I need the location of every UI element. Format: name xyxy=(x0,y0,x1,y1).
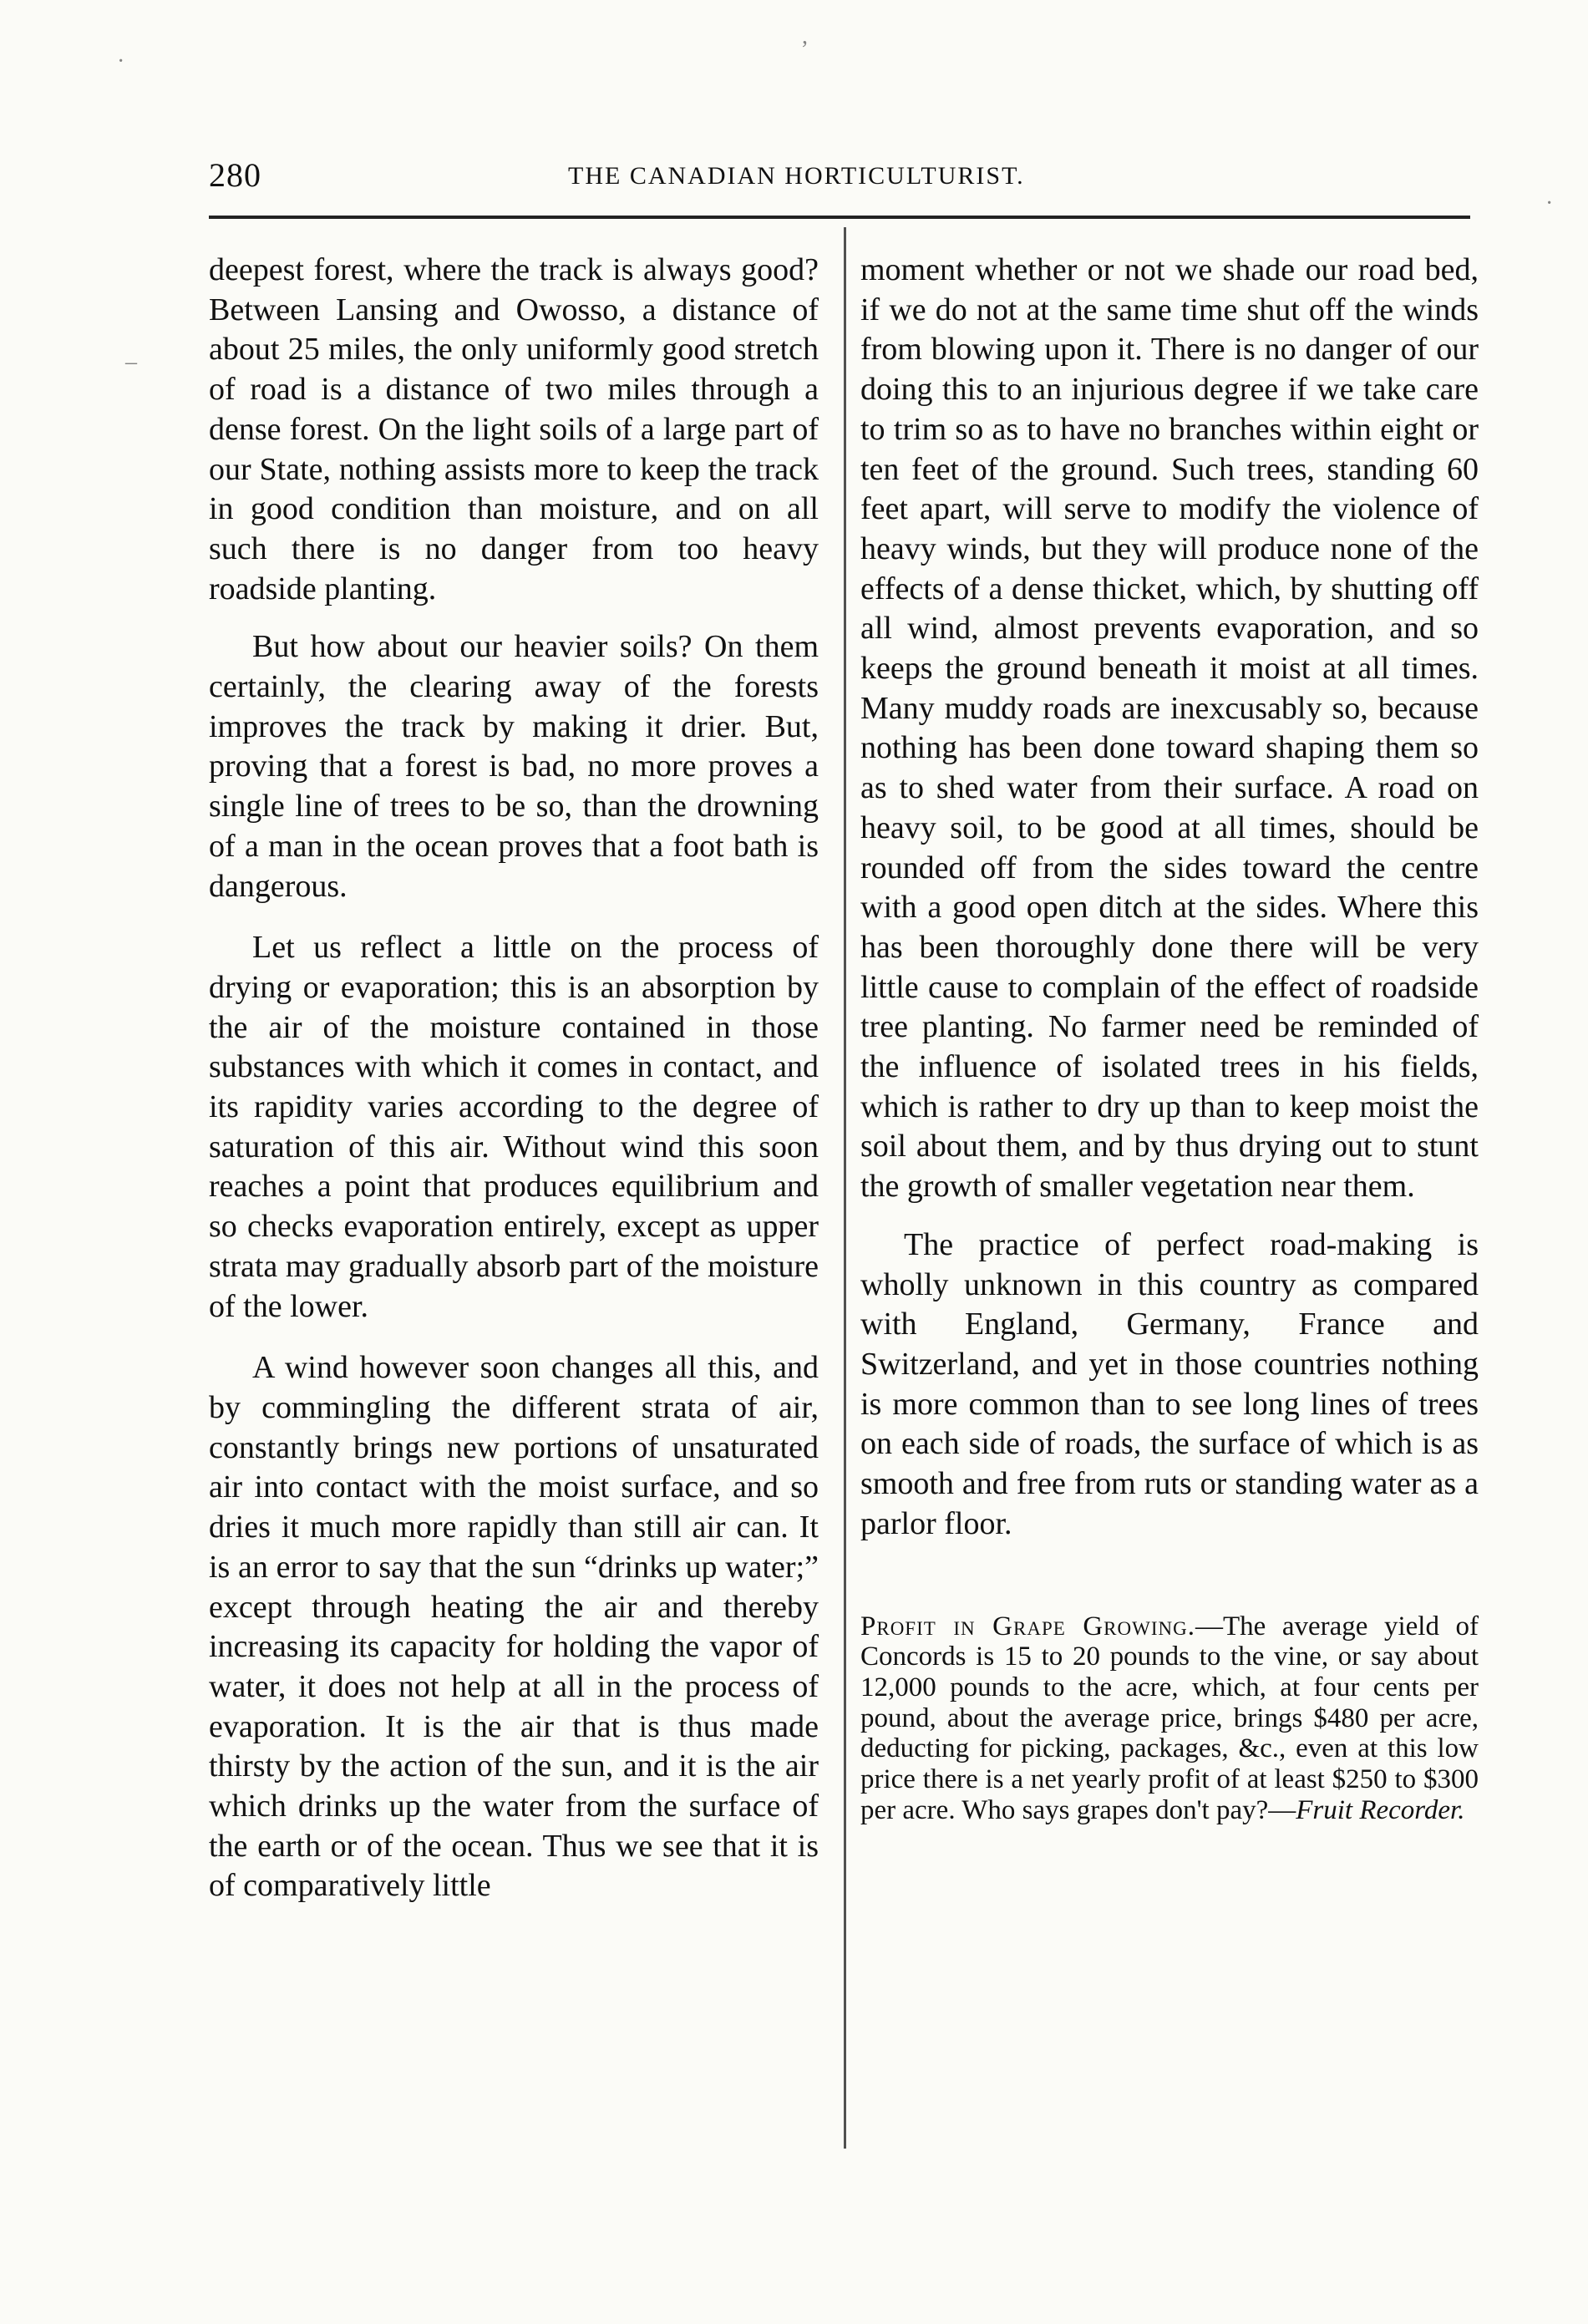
left-column xyxy=(209,251,819,1906)
page-header xyxy=(209,150,1470,200)
page-number: 280 xyxy=(209,156,261,194)
header-rule xyxy=(209,216,1470,219)
note-source: Fruit Recorder. xyxy=(1296,1794,1465,1825)
scan-speck: · xyxy=(1545,190,1554,216)
scan-speck: , xyxy=(802,23,808,49)
paragraph: A wind however soon changes all this, and by commingling the different strata of air, constantly brings new portions of unsaturated air into contact with the moist surface, and so dries it much more rapidly than still air can. It is an error to say that the sun “drinks up water;” except through heating the air and thereby increasing its capacity for holding the vapor of water, it does not help at all in the process of evaporation. It is the air that is thus made thirsty by the action of the sun, and it is the air which drinks up the water from the surface of the earth or of the ocean. Thus we see that it is of comparatively little xyxy=(209,1350,819,1904)
scan-speck: – xyxy=(125,349,137,375)
paragraph: The practice of perfect road-making is wholly unknown in this country as compared with England, Germany, France and Switzerland, and yet in those countries nothing is more common than to see long lines of trees on each side of roads, the surface of which is as smooth and free from ruts or standing water as a parlor floor. xyxy=(860,1226,1479,1541)
paragraph: deepest forest, where the track is always good? Between Lansing and Owosso, a distance of about 25 miles, the only uniformly good stretch of road is a distance of two miles through a dense forest. On the light soils of a large part of our State, nothing assists more to keep the track in good condition than moisture, and on all such there is no danger from too heavy roadside planting. xyxy=(209,252,819,606)
column-divider xyxy=(844,227,846,2149)
journal-title: THE CANADIAN HORTICULTURIST. xyxy=(568,162,1025,190)
paragraph: moment whether or not we shade our road bed, if we do not at the same time shut off the winds from blowing upon it. There is no danger of our doing this to an injurious degree if we take care to trim so as to have no branches within eight or ten feet of the ground. Such trees, standing 60 feet apart, will serve to modify the violence of heavy winds, but they will produce none of the effects of a dense thicket, which, by shutting off all wind, almost prevents evaporation, and so keeps the ground beneath it moist at all times. Many muddy roads are inexcusably so, because nothing has been done toward shaping them so as to shed water from their surface. A road on heavy soil, to be good at all times, should be rounded off from the sides toward the centre with a good open ditch at the sides. Where this has been thoroughly done there will be very little cause to complain of the effect of roadside tree planting. No farmer need be reminded of the influence of isolated trees in his fields, which is rather to dry up than to keep moist the soil about them, and by thus drying out to stunt the growth of smaller vegetation near them. xyxy=(860,252,1479,1205)
paragraph: Let us reflect a little on the process of drying or evaporation; this is an absorption by the air of the moisture contained in those substances with which it comes in contact, and its rapidity varies according to the degree of saturation of this air. Without wind this soon reaches a point that produces equilibrium and so checks evaporation entirely, except as upper strata may gradually absorb part of the moisture of the lower. xyxy=(209,930,819,1324)
grape-growing-note xyxy=(860,1611,1479,1826)
paragraph: But how about our heavier soils? On them certainly, the clearing away of the forests improves the track by making it drier. But, proving that a forest is bad, no more proves a single line of trees to be so, than the drowning of a man in the ocean proves that a foot bath is dangerous. xyxy=(209,629,819,904)
note-body: —The average yield of Concords is 15 to 20 pounds to the vine, or say about 12,000 pounds to the acre, which, at four cents per pound, about the average price, brings $480 per acre, deducting for picking, packages, &c., even at this low price there is a net yearly profit of at least $250 to $300 per acre. Who says grapes don't pay?— xyxy=(860,1611,1479,1825)
scan-speck: · xyxy=(117,48,125,74)
right-column xyxy=(860,251,1479,1825)
note-title: Profit in Grape Growing. xyxy=(860,1611,1195,1642)
